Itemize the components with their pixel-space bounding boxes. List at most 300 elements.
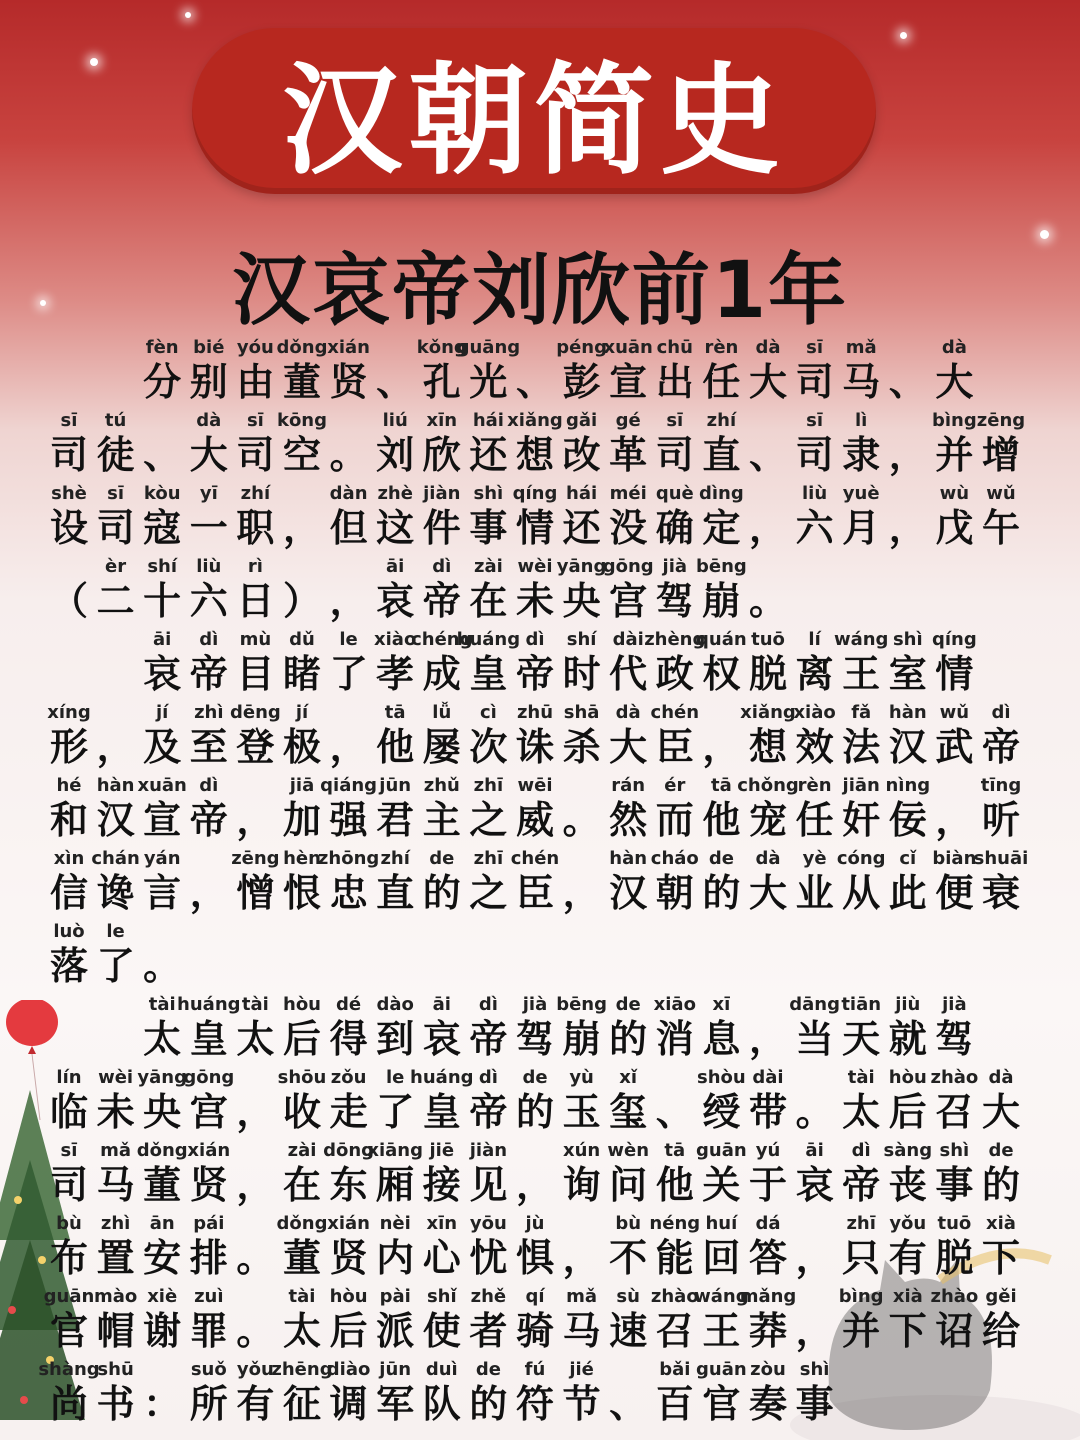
pinyin: wèi <box>98 1067 134 1088</box>
hanzi: 直 <box>702 433 741 477</box>
hanzi: 午 <box>981 506 1020 550</box>
hanzi: 信 <box>49 871 88 915</box>
hanzi: 在 <box>469 579 508 623</box>
hanzi: ： <box>143 1382 182 1426</box>
pinyin: zhào <box>930 1067 979 1088</box>
pinyin: yú <box>755 1140 781 1161</box>
hanzi: 奸 <box>842 798 881 842</box>
pinyin: tuō <box>751 629 785 650</box>
pinyin: guān <box>696 1140 747 1161</box>
pinyin: pái <box>193 1213 225 1234</box>
hanzi: 日 <box>236 579 275 623</box>
pinyin: zài <box>287 1140 317 1161</box>
hanzi: 威 <box>515 798 554 842</box>
hanzi: 召 <box>655 1309 694 1353</box>
hanzi: 董 <box>282 360 321 404</box>
pinyin: gé <box>615 410 641 431</box>
pinyin: zhī <box>473 848 504 869</box>
hanzi: 效 <box>795 725 834 769</box>
hanzi: 情 <box>935 652 974 696</box>
hanzi: 司 <box>96 506 135 550</box>
hanzi: 哀 <box>422 1017 461 1061</box>
hanzi: 件 <box>422 506 461 550</box>
pinyin: shè <box>51 483 87 504</box>
hanzi: 然 <box>609 798 648 842</box>
hanzi: 还 <box>562 506 601 550</box>
hanzi: 帝 <box>842 1163 881 1207</box>
hanzi: 听 <box>981 798 1020 842</box>
pinyin: huáng <box>456 629 521 650</box>
hanzi: 诛 <box>515 725 554 769</box>
pinyin: xià <box>892 1286 923 1307</box>
character-cell <box>93 1359 139 1431</box>
character-cell <box>745 1213 791 1285</box>
hanzi: 布 <box>49 1236 88 1280</box>
hanzi: 徒 <box>96 433 135 477</box>
pinyin: yī <box>199 483 218 504</box>
hanzi: 下 <box>981 1236 1020 1280</box>
character-cell <box>276 410 328 482</box>
hanzi: 而 <box>655 798 694 842</box>
hanzi: 问 <box>609 1163 648 1207</box>
pinyin: huáng <box>177 994 241 1015</box>
pinyin: jià <box>662 556 688 577</box>
hanzi: 之 <box>469 871 508 915</box>
pinyin: dào <box>376 994 414 1015</box>
pinyin: shòu <box>697 1067 746 1088</box>
hanzi: 骑 <box>515 1309 554 1353</box>
pinyin: wèn <box>607 1140 650 1161</box>
text-line <box>0 1140 1080 1212</box>
pinyin: jí <box>295 702 309 723</box>
hanzi: 法 <box>842 725 881 769</box>
hanzi: 官 <box>702 1382 741 1426</box>
hanzi: 尚 <box>49 1382 88 1426</box>
pinyin: dì <box>478 994 498 1015</box>
hanzi: 接 <box>422 1163 461 1207</box>
pinyin: liù <box>196 556 222 577</box>
pinyin: shí <box>147 556 178 577</box>
hanzi: 在 <box>282 1163 321 1207</box>
hanzi: 、 <box>376 360 415 404</box>
pinyin: dà <box>988 1067 1014 1088</box>
hanzi: 他 <box>376 725 415 769</box>
hanzi: 帝 <box>189 652 228 696</box>
hanzi: 置 <box>96 1236 135 1280</box>
hanzi: ， <box>562 871 601 915</box>
hanzi: 崩 <box>562 1017 601 1061</box>
pinyin: wáng <box>833 629 889 650</box>
hanzi: 莽 <box>748 1309 787 1353</box>
hanzi: 革 <box>609 433 648 477</box>
hanzi: ， <box>795 1309 834 1353</box>
character-cell <box>139 848 185 920</box>
pinyin: ān <box>149 1213 175 1234</box>
pinyin: mǎng <box>739 1286 797 1307</box>
character-cell <box>232 483 278 555</box>
hanzi: 宣 <box>609 360 648 404</box>
pinyin: zài <box>473 556 503 577</box>
pinyin: jù <box>525 1213 545 1234</box>
character-cell <box>978 1140 1024 1212</box>
hanzi: 、 <box>609 1382 648 1426</box>
hanzi: 忠 <box>329 871 368 915</box>
pinyin: tā <box>664 1140 686 1161</box>
pinyin: suǒ <box>190 1359 227 1380</box>
hanzi: 从 <box>842 871 881 915</box>
pinyin: rèn <box>797 775 832 796</box>
hanzi: 及 <box>143 725 182 769</box>
pinyin: néng <box>649 1213 701 1234</box>
text-line <box>0 1067 1080 1139</box>
hanzi: 了 <box>376 1090 415 1134</box>
hanzi: 的 <box>515 1090 554 1134</box>
pinyin: dài <box>752 1067 784 1088</box>
pinyin: qiáng <box>320 775 378 796</box>
character-cell <box>559 1359 605 1431</box>
character-cell <box>456 337 521 409</box>
hanzi: 直 <box>376 871 415 915</box>
character-cell <box>183 1067 235 1139</box>
pinyin: guān <box>43 1286 95 1307</box>
pinyin: fú <box>524 1359 546 1380</box>
hanzi: 。 <box>143 944 182 988</box>
hanzi: ， <box>748 506 787 550</box>
hanzi: 室 <box>888 652 927 696</box>
pinyin: cóng <box>836 848 886 869</box>
hanzi: 的 <box>609 1017 648 1061</box>
page-subtitle: 汉哀帝刘欣前1年 <box>231 246 849 336</box>
character-cell <box>698 994 744 1066</box>
hanzi: 太 <box>143 1017 182 1061</box>
pinyin: fǎ <box>851 702 872 723</box>
pinyin: le <box>385 1067 405 1088</box>
pinyin: biàn <box>932 848 977 869</box>
pinyin: zhè <box>377 483 413 504</box>
hanzi: 权 <box>702 652 741 696</box>
character-cell <box>279 556 325 628</box>
hanzi: 太 <box>236 1017 275 1061</box>
pinyin: de <box>429 848 455 869</box>
pinyin: xián <box>327 1213 370 1234</box>
character-cell <box>838 337 884 409</box>
hanzi: ， <box>189 871 228 915</box>
pinyin: chén <box>650 702 700 723</box>
hanzi: 由 <box>236 360 275 404</box>
pinyin: sī <box>806 410 824 431</box>
hanzi: 有 <box>888 1236 927 1280</box>
pinyin: le <box>339 629 358 650</box>
character-cell <box>186 1213 232 1285</box>
pinyin: hàn <box>96 775 135 796</box>
hanzi: 大 <box>981 1090 1020 1134</box>
pinyin: sù <box>616 1286 640 1307</box>
pinyin: yóu <box>236 337 274 358</box>
pinyin: rì <box>247 556 263 577</box>
hanzi: 衰 <box>981 871 1020 915</box>
character-cell <box>739 1286 797 1358</box>
pinyin: zhèng <box>644 629 706 650</box>
hanzi: 就 <box>888 1017 927 1061</box>
hanzi: 帝 <box>189 798 228 842</box>
text-line <box>0 556 1080 628</box>
pinyin: dì <box>478 1067 498 1088</box>
pinyin: pài <box>379 1286 411 1307</box>
hanzi: 和 <box>49 798 88 842</box>
pinyin: shàng <box>38 1359 100 1380</box>
hanzi: 屡 <box>422 725 461 769</box>
pinyin: sī <box>60 1140 78 1161</box>
pinyin: rán <box>611 775 646 796</box>
hanzi: 离 <box>795 652 834 696</box>
hanzi: 。 <box>236 1309 275 1353</box>
hanzi: 大 <box>189 433 228 477</box>
hanzi: 董 <box>143 1163 182 1207</box>
character-cell <box>978 702 1024 774</box>
pinyin: tuō <box>937 1213 972 1234</box>
pinyin: sī <box>107 483 125 504</box>
hanzi: 帝 <box>469 1090 508 1134</box>
character-cell <box>698 483 744 555</box>
hanzi: 厢 <box>376 1163 415 1207</box>
pinyin: dì <box>199 629 219 650</box>
pinyin: wáng <box>694 1286 749 1307</box>
pinyin: dì <box>851 1140 871 1161</box>
pinyin: xiǎng <box>507 410 563 431</box>
hanzi: 天 <box>842 1017 881 1061</box>
pinyin: dì <box>199 775 219 796</box>
pinyin: dà <box>755 337 781 358</box>
pinyin: mǎ <box>100 1140 132 1161</box>
hanzi: 马 <box>842 360 881 404</box>
hanzi: 戊 <box>935 506 974 550</box>
hanzi: 未 <box>515 579 554 623</box>
pinyin: āi <box>153 629 172 650</box>
pinyin: shì <box>799 1359 830 1380</box>
pinyin: bēng <box>556 994 607 1015</box>
pinyin: dé <box>336 994 362 1015</box>
hanzi: 臣 <box>655 725 694 769</box>
pinyin: yōu <box>469 1213 507 1234</box>
pinyin: dǒng <box>276 1213 328 1234</box>
hanzi: 帝 <box>515 652 554 696</box>
hanzi: 增 <box>981 433 1020 477</box>
hanzi: 王 <box>702 1309 741 1353</box>
hanzi: 憎 <box>236 871 275 915</box>
pinyin: chéng <box>411 629 473 650</box>
character-cell <box>139 921 185 993</box>
pinyin: zǒu <box>330 1067 367 1088</box>
pinyin: gěi <box>985 1286 1017 1307</box>
hanzi: 事 <box>469 506 508 550</box>
hanzi: 太 <box>842 1090 881 1134</box>
pinyin: zhī <box>473 775 504 796</box>
pinyin: chū <box>656 337 693 358</box>
pinyin: kòu <box>143 483 181 504</box>
pinyin: dài <box>612 629 644 650</box>
hanzi: 次 <box>469 725 508 769</box>
hanzi: 收 <box>282 1090 321 1134</box>
pinyin: sàng <box>883 1140 933 1161</box>
pinyin: liú <box>382 410 408 431</box>
hanzi: 。 <box>329 433 368 477</box>
hanzi: 汉 <box>96 798 135 842</box>
pinyin: huáng <box>410 1067 474 1088</box>
pinyin: dàn <box>329 483 368 504</box>
pinyin: gǎi <box>565 410 598 431</box>
hanzi: ， <box>329 725 368 769</box>
hanzi: 汉 <box>609 871 648 915</box>
pinyin: shì <box>473 483 504 504</box>
hanzi: 节 <box>562 1382 601 1426</box>
pinyin: dì <box>991 702 1011 723</box>
pinyin: zhào <box>650 1286 699 1307</box>
pinyin: tài <box>148 994 176 1015</box>
character-cell <box>973 848 1029 920</box>
hanzi: ， <box>282 506 321 550</box>
hanzi: 驾 <box>655 579 694 623</box>
hanzi: 君 <box>376 798 415 842</box>
hanzi: ， <box>236 798 275 842</box>
pinyin: gōng <box>602 556 654 577</box>
hanzi: 脱 <box>935 1236 974 1280</box>
hanzi: 主 <box>422 798 461 842</box>
hanzi: ， <box>515 1163 554 1207</box>
pinyin: péng <box>556 337 607 358</box>
pinyin: yè <box>802 848 827 869</box>
pinyin: jià <box>942 994 967 1015</box>
pinyin: kǒng <box>416 337 467 358</box>
hanzi: 的 <box>469 1382 508 1426</box>
hanzi: 玺 <box>609 1090 648 1134</box>
hanzi: 哀 <box>143 652 182 696</box>
hanzi: 者 <box>469 1309 508 1353</box>
pinyin: de <box>522 1067 548 1088</box>
hanzi: 丧 <box>888 1163 927 1207</box>
text-line <box>0 1286 1080 1358</box>
hanzi: 下 <box>888 1309 927 1353</box>
pinyin: tīng <box>980 775 1022 796</box>
pinyin: zhí <box>380 848 410 869</box>
hanzi: 事 <box>795 1382 834 1426</box>
hanzi: 他 <box>702 798 741 842</box>
pinyin: xíng <box>47 702 91 723</box>
pinyin: bù <box>56 1213 82 1234</box>
hanzi: 设 <box>49 506 88 550</box>
hanzi: 分 <box>143 360 182 404</box>
text-line <box>0 629 1080 701</box>
hanzi: 臣 <box>515 871 554 915</box>
character-cell <box>186 775 232 847</box>
hanzi: 见 <box>469 1163 508 1207</box>
hanzi: 恨 <box>282 871 321 915</box>
hanzi: ， <box>702 725 741 769</box>
hanzi: 队 <box>422 1382 461 1426</box>
hanzi: 军 <box>376 1382 415 1426</box>
pinyin: sī <box>60 410 78 431</box>
hanzi: 贤 <box>189 1163 228 1207</box>
hanzi: 宠 <box>748 798 787 842</box>
pinyin: hái <box>566 483 598 504</box>
text-line <box>0 1213 1080 1285</box>
hanzi: 佞 <box>888 798 927 842</box>
pinyin: mǎ <box>566 1286 598 1307</box>
pinyin: jūn <box>379 775 412 796</box>
hanzi: （ <box>49 579 88 623</box>
hanzi: 汉 <box>888 725 927 769</box>
pinyin: èr <box>105 556 127 577</box>
hanzi: 宣 <box>143 798 182 842</box>
hanzi: 宫 <box>609 579 648 623</box>
hanzi: 六 <box>795 506 834 550</box>
hanzi: 改 <box>562 433 601 477</box>
pinyin: sī <box>666 410 684 431</box>
hanzi: 并 <box>935 433 974 477</box>
pinyin: jiàn <box>423 483 461 504</box>
hanzi: 得 <box>329 1017 368 1061</box>
hanzi: 央 <box>143 1090 182 1134</box>
character-cell <box>186 1140 232 1212</box>
pinyin: zhì <box>194 702 224 723</box>
hanzi: 崩 <box>702 579 741 623</box>
hanzi: 大 <box>609 725 648 769</box>
pinyin: yù <box>569 1067 594 1088</box>
hanzi: 哀 <box>376 579 415 623</box>
hanzi: 欣 <box>422 433 461 477</box>
pinyin: lì <box>855 410 868 431</box>
hanzi: 寇 <box>143 506 182 550</box>
hanzi: 关 <box>702 1163 741 1207</box>
pinyin: xuān <box>603 337 653 358</box>
pinyin: quán <box>696 629 747 650</box>
hanzi: 月 <box>842 506 881 550</box>
pinyin: zhào <box>930 1286 979 1307</box>
hanzi: 大 <box>748 360 787 404</box>
hanzi: 司 <box>795 433 834 477</box>
pinyin: shì <box>892 629 923 650</box>
pinyin: xīn <box>426 1213 458 1234</box>
hanzi: 便 <box>935 871 974 915</box>
character-cell <box>978 410 1024 482</box>
pinyin: wèi <box>517 556 553 577</box>
pinyin: xiāng <box>367 1140 423 1161</box>
hanzi: 杀 <box>562 725 601 769</box>
hanzi: 马 <box>562 1309 601 1353</box>
pinyin: hé <box>56 775 82 796</box>
hanzi: 落 <box>49 944 88 988</box>
pinyin: tiān <box>841 994 882 1015</box>
text-line <box>0 337 1080 409</box>
pinyin: shā <box>563 702 600 723</box>
hanzi: 光 <box>469 360 508 404</box>
pinyin: nèi <box>379 1213 411 1234</box>
pinyin: diào <box>326 1359 371 1380</box>
pinyin: dìng <box>699 483 744 504</box>
pinyin: kōng <box>276 410 328 431</box>
hanzi: 帝 <box>422 579 461 623</box>
hanzi: 哀 <box>795 1163 834 1207</box>
pinyin: bēng <box>695 556 747 577</box>
pinyin: hòu <box>283 994 321 1015</box>
hanzi: 后 <box>329 1309 368 1353</box>
hanzi: 调 <box>329 1382 368 1426</box>
pinyin: chén <box>510 848 560 869</box>
hanzi: 驾 <box>935 1017 974 1061</box>
hanzi: 别 <box>189 360 228 404</box>
character-cell <box>512 775 558 847</box>
hanzi: 他 <box>655 1163 694 1207</box>
hanzi: 加 <box>282 798 321 842</box>
